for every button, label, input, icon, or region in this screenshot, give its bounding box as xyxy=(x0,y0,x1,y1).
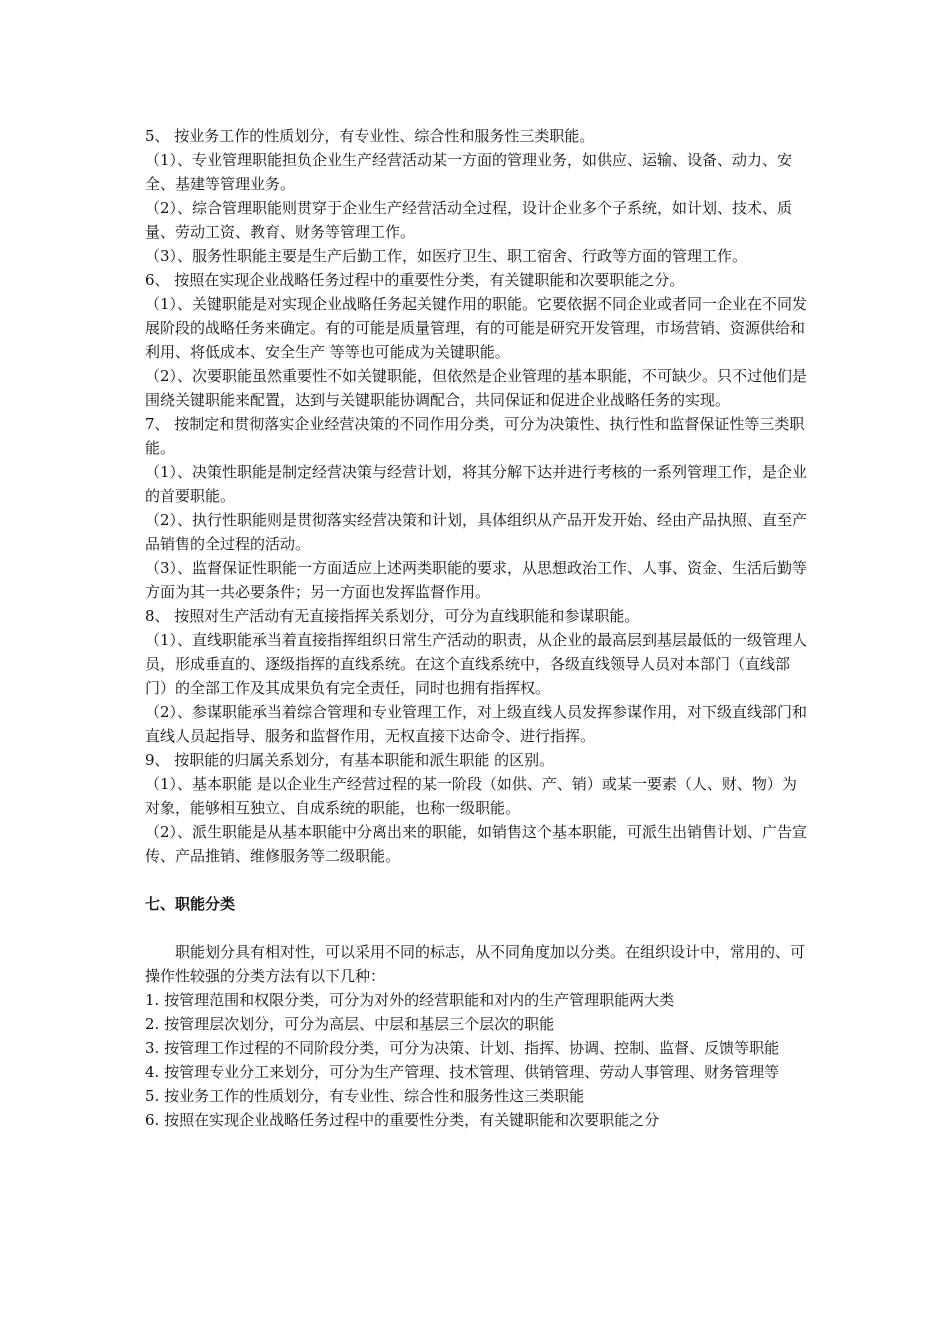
paragraph-8-2: （2）、参谋职能承当着综合管理和专业管理工作，对上级直线人员发挥参谋作用，对下级直线部门和直线人员起指导、服务和监督作用，无权直接下达命令、进行指挥。 xyxy=(145,703,808,745)
paragraph-9-1: （1）、基本职能 是以企业生产经营过程的某一阶段（如供、产、销）或某一要素（人、财、物）为对象，能够相互独立、自成系统的职能，也称一级职能。 xyxy=(145,775,797,817)
paragraph-6-2: （2）、次要职能虽然重要性不如关键职能，但依然是企业管理的基本职能，不可缺少。只不过他们是围绕关键职能来配置，达到与关键职能协调配合，共同保证和促进企业战略任务的实现。 xyxy=(145,367,808,409)
paragraph-8: 8、 按照对生产活动有无直接指挥关系划分，可分为直线职能和参谋职能。 xyxy=(145,607,640,625)
paragraph-5-1: （1）、专业管理职能担负企业生产经营活动某一方面的管理业务，如供应、运输、设备、动力、安全、基建等管理业务。 xyxy=(145,151,793,193)
paragraph-7-3: （3）、监督保证性职能一方面适应上述两类职能的要求，从思想政治工作、人事、资金、生活后勤等方面为其一共必要条件；另一方面也发挥监督作用。 xyxy=(145,559,808,601)
paragraph-7-2: （2）、执行性职能则是贯彻落实经营决策和计划，具体组织从产品开发开始、经由产品执照、直至产品销售的全过程的活动。 xyxy=(145,511,808,553)
paragraph-5: 5、 按业务工作的性质划分，有专业性、综合性和服务性三类职能。 xyxy=(145,127,595,145)
paragraph-5-3: （3）、服务性职能主要是生产后勤工作，如医疗卫生、职工宿舍、行政等方面的管理工作。 xyxy=(145,247,748,265)
section-intro: 职能划分具有相对性，可以采用不同的标志，从不同角度加以分类。在组织设计中，常用的、可操作性较强的分类方法有以下几种： xyxy=(145,943,806,985)
paragraph-6: 6、 按照在实现企业战略任务过程中的重要性分类，有关键职能和次要职能之分。 xyxy=(145,271,685,289)
list-item-3: 3. 按管理工作过程的不同阶段分类，可分为决策、计划、指挥、协调、控制、监督、反馈等职能 xyxy=(145,1039,780,1057)
list-item-4: 4. 按管理专业分工来划分，可分为生产管理、技术管理、供销管理、劳动人事管理、财务管理等 xyxy=(145,1063,780,1081)
list-item-5: 5. 按业务工作的性质划分，有专业性、综合性和服务性这三类职能 xyxy=(145,1087,585,1105)
list-item-1: 1. 按管理范围和权限分类，可分为对外的经营职能和对内的生产管理职能两大类 xyxy=(145,991,675,1009)
paragraph-9: 9、 按职能的归属关系划分，有基本职能和派生职能 的区别。 xyxy=(145,751,555,769)
paragraph-5-2: （2）、综合管理职能则贯穿于企业生产经营活动全过程，设计企业多个子系统，如计划、技术、质量、劳动工资、教育、财务等管理工作。 xyxy=(145,199,793,241)
paragraph-6-1: （1）、关键职能是对实现企业战略任务起关键作用的职能。它要依据不同企业或者同一企业在不同发展阶段的战略任务来确定。有的可能是质量管理，有的可能是研究开发管理，市场营销、资源供给和利用、将低成本、安全生产 等等也可能成为关键职能。 xyxy=(145,295,808,361)
list-item-6: 6. 按照在实现企业战略任务过程中的重要性分类，有关键职能和次要职能之分 xyxy=(145,1111,660,1129)
paragraph-7: 7、 按制定和贯彻落实企业经营决策的不同作用分类，可分为决策性、执行性和监督保证性等三类职能。 xyxy=(145,415,805,457)
document-page xyxy=(145,124,810,1132)
paragraph-8-1: （1）、直线职能承当着直接指挥组织日常生产活动的职责，从企业的最高层到基层最低的一级管理人员，形成垂直的、逐级指挥的直线系统。在这个直线系统中，各级直线领导人员对本部门（直线部门）的全部工作及其成果负有完全责任，同时也拥有指挥权。 xyxy=(145,631,808,697)
section-heading: 七、职能分类 xyxy=(145,895,236,913)
paragraph-9-2: （2）、派生职能是从基本职能中分离出来的职能，如销售这个基本职能，可派生出销售计划、广告宣传、产品推销、维修服务等二级职能。 xyxy=(145,823,808,865)
list-item-2: 2. 按管理层次划分，可分为高层、中层和基层三个层次的职能 xyxy=(145,1015,555,1033)
paragraph-7-1: （1）、决策性职能是制定经营决策与经营计划，将其分解下达并进行考核的一系列管理工作，是企业的首要职能。 xyxy=(145,463,808,505)
